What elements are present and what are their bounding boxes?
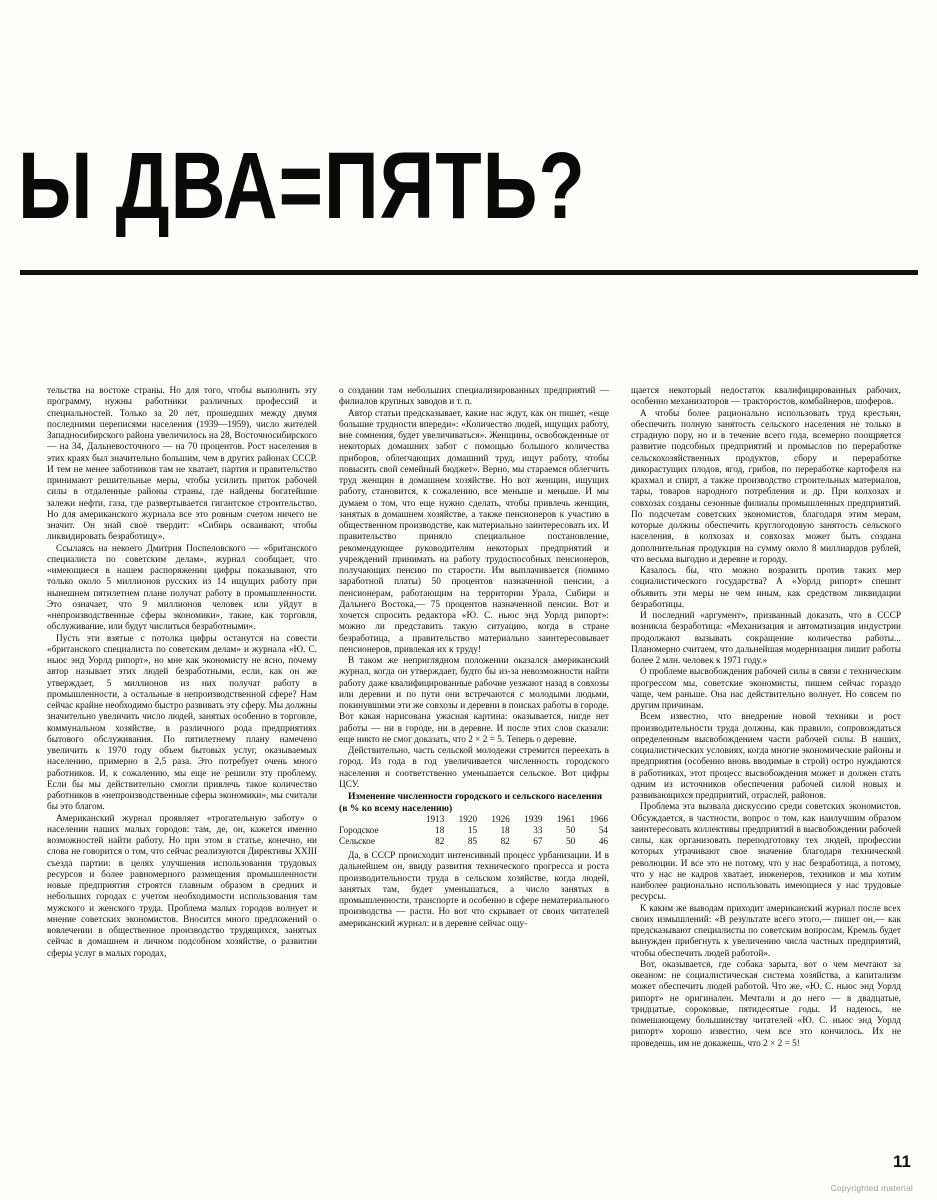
paragraph: К каким же выводам приходит американский журнал после всех своих измышлений: «В результате всего этого,— пишет он,— как предсказывают специалисты по советским вопросам, Кремль будет вынужден прибегнуть к увеличению числа частных предприятий, чтобы обеспечить людей работой».	[631, 903, 901, 959]
paragraph: Казалось бы, что можно возразить против таких мер социалистического государства? А «Уорлд рипорт» спешит объявить эти меры не чем иным, как средством ликвидации безработицы.	[631, 566, 901, 610]
table-col-header: 1913	[425, 814, 445, 825]
table-cell: 46	[598, 836, 608, 847]
table-cell: 15	[467, 825, 478, 836]
paragraph: о создании там небольших специализированных предприятий — филиалов крупных заводов и т. п.	[339, 386, 609, 408]
table-cell: 85	[467, 836, 478, 847]
column-left	[47, 386, 317, 1146]
paragraph: И последний «аргумент», призванный доказать, что в СССР возникла безработица: «Механизация и автоматизация индустрии продолжают вызывать сокращение количества работы... Планомерно считаем, что дальнейшая модернизация лишит работы более 2 млн. человек к 1971 году.»	[631, 611, 901, 666]
paragraph: А чтобы более рационально использовать труд крестьян, обеспечить полную занятость сельского населения не только в страдную пору, но и в течение всего года, всемерно поощряется развитие подсобных предприятий и промыслов по переработке сельскохозяйственных продуктов, сбору и переработке дикорастущих плодов, ягод, грибов, по переработке картофеля на крахмал и спирт, а также производство строительных материалов, тары, товаров народного потребления и др. При колхозах и совхозах созданы сезонные филиалы промышленных предприятий. По подсчетам советских экономистов, благодаря этим мерам, которые должны обеспечить круглогодовую занятость сельского населения, в колхозах и совхозах может быть создана дополнительная продукция на сумму около 8 миллиардов рублей, что весьма выгодно и деревне и городу.	[631, 408, 901, 565]
table-col-header: 1961	[556, 814, 576, 825]
table-col-header: 1926	[491, 814, 510, 825]
table-col-header: 1920	[458, 814, 478, 825]
table-col-header: 1966	[589, 814, 608, 825]
page-headline: Ы ДВА=ПЯТЬ?	[18, 133, 586, 240]
paragraph: Вот, оказывается, где собака зарыта, вот о чем мечтают за океаном: не социалистическая система хозяйства, а капитализм может обеспечить людей работой. Что же, «Ю. С. ньюс энд Уорлд рипорт» не оригинален. Мечтали и до него — в двадцатые, тридцатые, сороковые, пятидесятые годы. И надеюсь, не помешающему большинству читателей «Ю. С. ньюс энд Уорлд рипорт» хорошо известно, чем все это кончилось. Их не проведешь, им не докажешь, что 2 × 2 = 5!	[631, 959, 901, 1049]
paragraph: О проблеме высвобождения рабочей силы в связи с техническим прогрессом мы, советские экономисты, пишем сейчас гораздо чаще, чем раньше. Она нас действительно волнует. Но совсем по другим причинам.	[631, 667, 901, 711]
table-cell: 50	[566, 825, 576, 836]
table-title: Изменение численности городского и сельского населения (в % ко всему населению)	[339, 791, 603, 814]
table-cell: 82	[500, 836, 510, 847]
table-cell: 50	[566, 836, 576, 847]
paragraph: В таком же неприглядном положении оказался американский журнал, когда он утверждает, будто бы из-за невозможности найти работу даже квалифицированные рабочие уезжают назад в совхозы или деревни и по пути они встречаются с молодыми людьми, покинувшими эти же совхозы и деревни в поисках работы в городе. Вот какая нарисована ужасная картина: оказывается, нигде нет работы — ни в городе, ни в деревне. И после этих слов сказали: еще никто не смог доказать, что 2 × 2 = 5. Теперь о деревне.	[339, 656, 609, 745]
paragraph: Автор статьи предсказывает, какие нас ждут, как он пишет, «еще большие трудности впереди»: «Количество людей, ищущих работу, вне сомнения, будет увеличиваться». Женщины, освобожденные от некоторых домашних забот с помощью большого количества приборов, облегчающих домашний труд, ищут работу, чтобы повысить свой семейный бюджет». Верно, мы стараемся облегчить труд женщин в домашнем хозяйстве. Но вот женщин, ищущих работу, становится, к сожалению, все меньше и меньше. И мы думаем о том, что еще нужно сделать, чтобы привлечь женщин, занятых в домашнем хозяйстве, а также пенсионеров к участию в общественном производстве, как материально заинтересовать их. И правительство приняло специальное постановление, рекомендующее руководителям некоторых предприятий и учреждений принимать на работу трудоспособных пенсионеров, получающих пенсию по старости. Им выплачивается (помимо заработной платы) 50 процентов назначенной пенсии, а пенсионерам, работающим на территории Урала, Сибири и Дальнего Востока,— 75 процентов назначенной пенсии. Вот и хочется спросить редактора «Ю. С. ньюс энд Уорлд рипорт»: можно ли представить такую ситуацию, когда в стране безработица, а правительство материально заинтересовывает пенсионеров, привлекая их к труду!	[339, 408, 609, 655]
table-col-header: 1939	[524, 814, 543, 825]
table-cell: 18	[500, 825, 510, 836]
paragraph: Американский журнал проявляет «трогательную заботу» о населении наших малых городов: там, де, он, кажется именно возможностей найти работу. Но при этом в статье, конечно, ни слова не говорится о том, что сейчас реализуются Директивы XXIII съезда партии: в целях улучшения использования трудовых ресурсов и более равномерного размещения промышленности новые предприятия строятся главным образом в средних и небольших городах с учетом необходимости использования там мужского и женского труда. Проблема малых городов волнует и мнение советских экономистов. Вносится много предложений о вовлечении в общественное производство трудящихся, занятых сейчас в домашнем и личном подсобном хозяйстве, о развитии сферы услуг в малых городах,	[47, 813, 317, 959]
column-middle	[339, 386, 609, 1146]
table-corner-cell	[339, 814, 413, 825]
page-number: 11	[893, 1152, 911, 1171]
paragraph: тельства на востоке страны. Но для того, чтобы выполнить эту программу, нужны работники различных профессий и специальностей. Только за 20 лет, прошедших между двумя последними переписями населения (1939—1959), число жителей Западносибирского района увеличилось на 28, Восточносибирского — на 34, Дальневосточного — на 70 процентов. Рост населения в этих краях был значительно большим, чем в других районах СССР. И тем не менее заботников там не хватает, партия и правительство принимают решительные меры, чтобы усилить приток рабочей силы в отдаленные районы страны, где найдены богатейшие залежи нефти, газа, где развертывается гигантское строительство. Но для американского журнала все это ровным счетом ничего не значит. Он знай своё твердит: «Сибирь осваивают, чтобы ликвидировать безработицу».	[47, 386, 317, 543]
table-cell: 54	[598, 825, 608, 836]
column-right	[631, 386, 901, 1146]
paragraph: Да, в СССР происходит интенсивный процесс урбанизации. И в дальнейшем он, ввиду развития технического прогресса и роста производительности труда в сельском хозяйстве, когда людей, занятых там, будет уменьшаться, а число занятых в промышленности, транспорте и особенно в сфере нематериального производства — расти. Но вот что скрывает от своих читателей американский журнал: и в деревне сейчас ощу-	[339, 851, 609, 929]
table-cell: 33	[533, 825, 543, 836]
copyright-notice: Copyrighted material	[830, 1183, 913, 1193]
paragraph: Ссылаясь на некоего Дмитрия Поспеловского — «британского специалиста по советским делам», журнал сообщает, что «имеющиеся в нашем распоряжении цифры показывают, что только около 5 миллионов русских из 14 ищущих работу при нынешнем пятилетнем плане получат работу в промышленности. Это означает, что 9 миллионов человек или уйдут в «непроизводственные сферы экономики», такие, как торговля, обслуживание, или будут числиться безработными».	[47, 543, 317, 633]
table-header-row	[339, 814, 609, 825]
table-row-label: Сельское	[339, 836, 375, 847]
table-row-label: Городское	[339, 825, 379, 836]
table-row	[339, 825, 609, 836]
table-row	[339, 836, 609, 847]
paragraph: Всем известно, что внедрение новой техники и рост производительности труда должны, как правило, сопровождаться определенным высвобождением части рабочей силы. В наших, социалистических условиях, когда многие экономические районы и предприятия (особенно вновь вводимые в строй) остро нуждаются в работниках, этот процесс высвобождения может и должен стать одним из источников обеспечения рабочей силой новых и развивающихся предприятий, отраслей, районов.	[631, 712, 901, 801]
table-cell: 82	[435, 836, 445, 847]
paragraph: Действительно, часть сельской молодежи стремится переехать в город. Из года в год увеличивается численность городского населения и соответственно уменьшается сельское. Вот цифры ЦСУ.	[339, 746, 609, 790]
paragraph: Пусть эти взятые с потолка цифры останутся на совести «британского специалиста по советским делам» и журнала «Ю. С. ньюс энд Уорлд рипорт», но мне как экономисту не ясно, почему автор называет этих людей безработными, если, как он же утверждает, 5 миллионов из них получат работу в промышленности, а остальные в непроизводственной сфере? Нам сейчас крайне необходимо быстро развивать эту сферу. Мы должны значительно увеличить число людей, занятых особенно в торговле, коммунальном хозяйстве, в различного рода предприятиях бытового обслуживания. По пятилетнему плану намечено увеличить к 1970 году объем бытовых услуг, оказываемых населению, примерно в 2,5 раза. Это потребует очень много работников. И, к сожалению, мы еще не решили эту проблему. Если бы мы действительно смогли привлечь такое количество работников в «непроизводственные сферы экономики», мы считали бы это благом.	[47, 633, 317, 813]
population-table	[339, 814, 609, 847]
table-cell: 18	[435, 825, 445, 836]
paragraph: щается некоторый недостаток квалифицированных рабочих, особенно механизаторов — тракторостов, комбайнеров, шоферов.	[631, 386, 901, 408]
article-columns	[47, 386, 902, 1146]
paragraph: Проблема эта вызвала дискуссию среди советских экономистов. Обсуждается, в частности, вопрос о том, как наилучшим образом заинтересовать коллективы предприятий в высвобождении рабочей силы, как организовать переподготовку тех людей, профессии которых утрачивают свое значение благодаря технической революции. И все это не потому, что у нас безработица, а потому, что у нас не кадров хватает, инженеров, техников и мы хотим наиболее рационально использовать имеющиеся у нас трудовые ресурсы.	[631, 802, 901, 903]
headline-rule	[20, 270, 918, 275]
table-cell: 67	[533, 836, 543, 847]
